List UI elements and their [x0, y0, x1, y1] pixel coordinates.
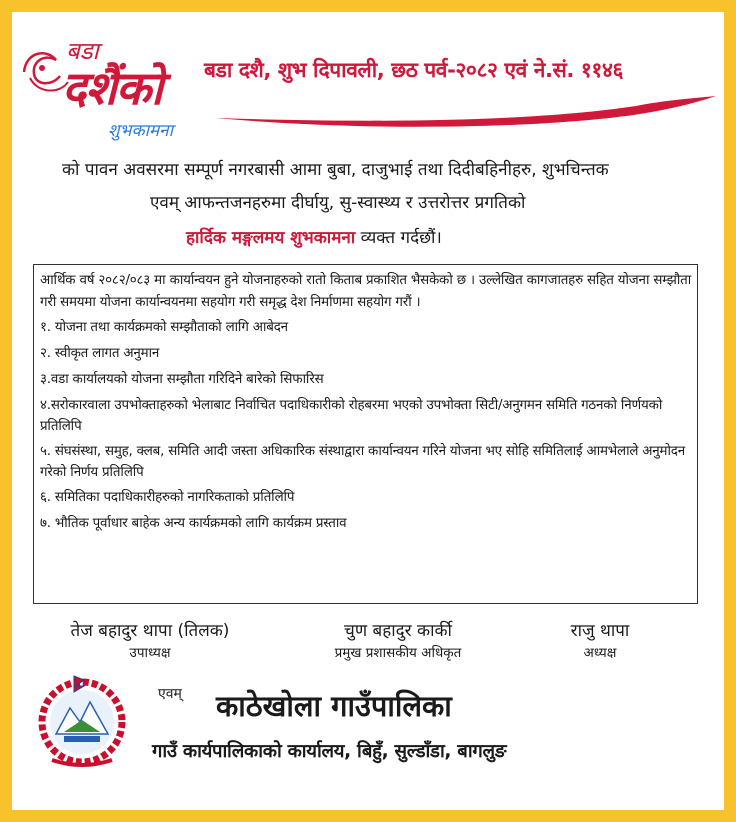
notice-item: ४.सरोकारवाला उपभोक्ताहरुको भेलाबाट निर्वाचित पदाधिकारीको रोहबरमा भएको उपभोक्ता सिटी/अनुगमन समिति गठनको निर्णयको प्रतिलिपि [40, 398, 663, 434]
office-name: काठेखोला गाउँपालिका [216, 689, 452, 723]
logo-shubhkamana-text: शुभकामना [108, 121, 173, 141]
signatory-name: चुण बहादुर कार्की [344, 621, 452, 641]
signatory-name: तेज बहादुर थापा (तिलक) [70, 621, 230, 641]
greeting-line-3 [186, 225, 736, 248]
notice-item: २. स्वीकृत लागत अनुमान [40, 346, 160, 361]
evam-label: एवम् [158, 686, 182, 702]
signatory-name: राजु थापा [570, 621, 630, 641]
red-swoosh-decoration [216, 94, 716, 130]
signatory-cao [288, 618, 508, 661]
notice-item: ३.वडा कार्यालयको योजना सम्झौता गरिदिने बारेको सिफारिस [40, 372, 324, 387]
festival-headline: बडा दशै, शुभ दिपावली, छठ पर्व-२०८२ एवं ने.सं. ११४६ [204, 58, 623, 82]
signatory-role: उपाध्यक्ष [129, 645, 171, 661]
greeting-line-1: को पावन अवसरमा सम्पूर्ण नगरबासी आमा बुबा, दाजुभाई तथा दिदीबहिनीहरु, शुभचिन्तक [62, 160, 609, 180]
logo-bada-text: बडा [66, 37, 99, 65]
notice-box [33, 264, 698, 604]
logo-dashain-text: दशैंको [62, 61, 162, 115]
office-address: गाउँ कार्यपालिकाको कार्यालय, बिहुँ, सुल्डाँडा, बागलुङ [152, 741, 507, 762]
signatory-chair [530, 618, 670, 661]
notice-item: ७. भौतिक पूर्वाधार बाहेक अन्य कार्यक्रमको लागि कार्यक्रम प्रस्ताव [40, 516, 347, 531]
notice-lead: आर्थिक वर्ष २०८२/०८३ मा कार्यान्वयन हुने योजनाहरुको रातो किताब प्रकाशित भैसकेको छ । उल्लेखित कागजातहरु सहित योजना सम्झौता गरी समयमा योजना कार्यान्वयनमा सहयोग गरी समृद्ध देश निर्माणमा सहयोग गरौं । [40, 273, 691, 310]
nepal-government-emblem-icon [34, 670, 130, 770]
greeting-line-3-rest: व्यक्त गर्दछौं। [355, 228, 442, 248]
greeting-line-2: एवम् आफन्तजनहरुमा दीर्घायु, सु-स्वास्थ्य र उत्तरोत्तर प्रगतिको [150, 193, 526, 213]
notice-item: १. योजना तथा कार्यक्रमको सम्झौताको लागि आबेदन [40, 320, 288, 335]
signatory-role: अध्यक्ष [583, 645, 617, 661]
signatory-role: प्रमुख प्रशासकीय अधिकृत [334, 645, 462, 661]
notice-item: ६. समितिका पदाधिकारीहरुको नागरिकताको प्रतिलिपि [40, 490, 295, 505]
dashain-logo [16, 34, 206, 152]
notice-item: ५. संघसंस्था, समुह, क्लब, समिति आदी जस्ता अधिकारिक संस्थाद्वारा कार्यान्वयन गरिने योजना भए सोहि समितिलाई आमभेलाले अनुमोदन गरेको निर्णय प्रतिलिपि [40, 444, 685, 480]
signatory-vice-chair [50, 618, 250, 661]
greeting-highlight: हार्दिक मङ्गलमय शुभकामना [186, 228, 356, 248]
